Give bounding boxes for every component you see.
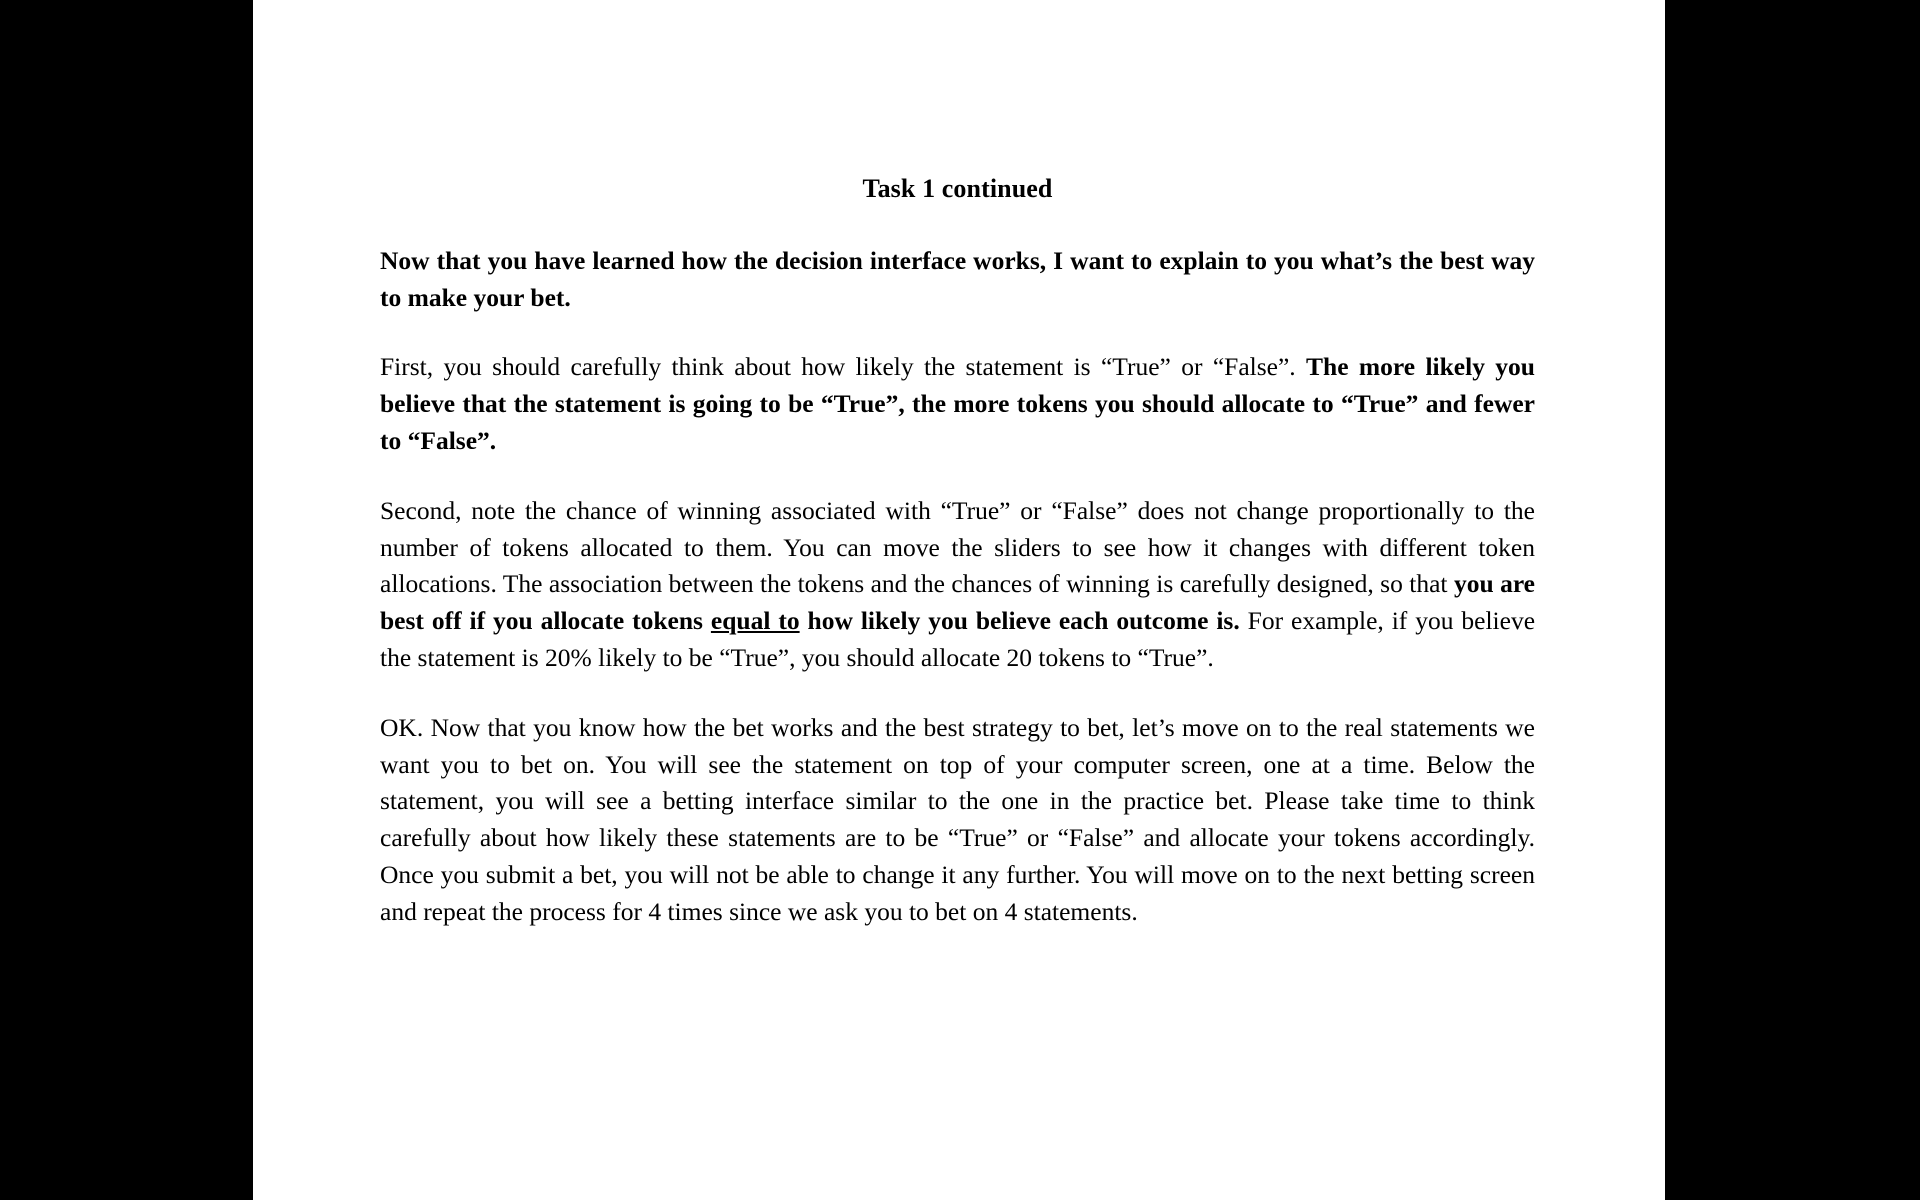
paragraph-second-part2: For example, if you believe the statement is 20% likely to be “True”, you should allocate 20 tokens to “True”. (380, 606, 1536, 672)
paragraph-second-emphasis-pre: you are best off if you allocate tokens (380, 569, 1535, 636)
paragraph-first (380, 349, 1535, 459)
paragraph-second-emphasis-post: how likely you believe each outcome is. (799, 606, 1240, 636)
paragraph-intro: Now that you have learned how the decision interface works, I want to explain to you what’s the best way to make your bet. (380, 245, 1535, 312)
document-body (380, 0, 1535, 931)
page-title: Task 1 continued (862, 174, 1053, 203)
paragraph-first-emphasis: The more likely you believe that the statement is going to be “True”, the more tokens you should allocate to “True” and fewer to “False”. (380, 352, 1535, 455)
paragraph-second-part1: Second, note the chance of winning associated with “True” or “False” does not change proportionally to the number of tokens allocated to them. You can move the sliders to see how it changes with different token allocations. The association between the tokens and the chances of winning is carefully designed, so that (380, 495, 1535, 599)
paragraph-first-lead: First, you should carefully think about how likely the statement is “True” or “False”. (380, 352, 1307, 382)
paragraph-ok: OK. Now that you know how the bet works and the best strategy to bet, let’s move on to the real statements we want you to bet on. You will see the statement on top of your computer screen, one at a time. Below the statement, you will see a betting interface similar to the one in the practice bet. Please take time to think carefully about how likely these statements are to be “True” or “False” and allocate your tokens accordingly. Once you submit a bet, you will not be able to change it any further. You will move on to the next betting screen and repeat the process for 4 times since we ask you to bet on 4 statements. (380, 712, 1535, 926)
paragraph-second-emphasis-underline: equal to (710, 606, 800, 636)
document-page (253, 0, 1665, 1200)
paragraph-second (380, 493, 1535, 677)
